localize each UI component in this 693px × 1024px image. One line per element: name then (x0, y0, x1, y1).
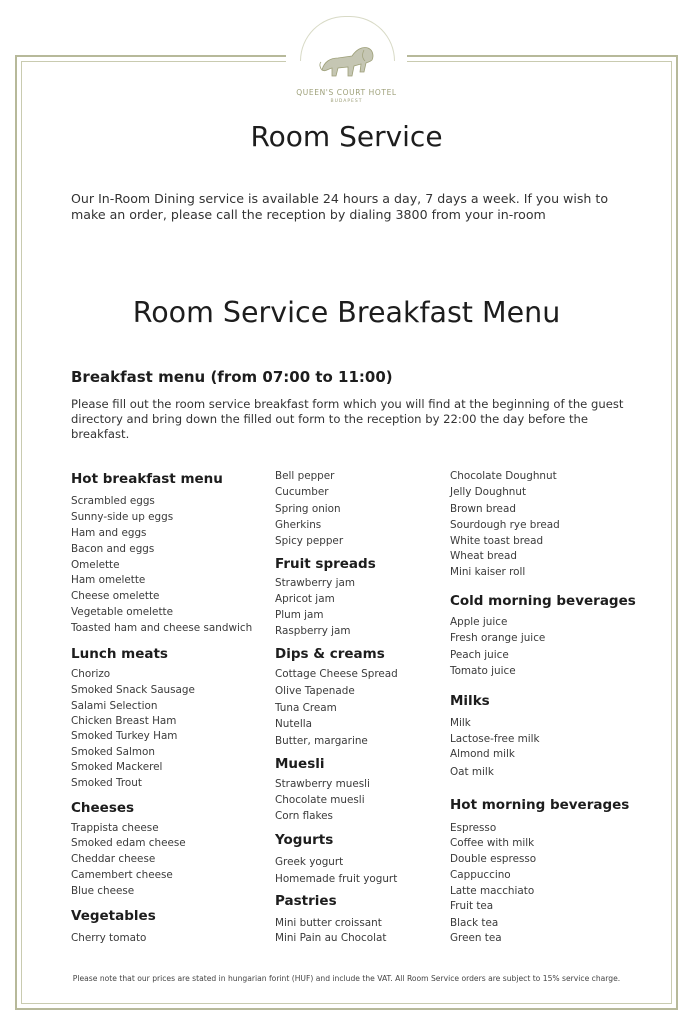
menu-item: Fruit tea (450, 900, 494, 912)
menu-item: Smoked edam cheese (71, 837, 186, 849)
menu-item: Salami Selection (71, 700, 158, 712)
section-title: Muesli (275, 756, 325, 772)
menu-item: Strawberry muesli (275, 778, 370, 790)
menu-item: Cherry tomato (71, 932, 147, 944)
menu-item: Wheat bread (450, 550, 517, 562)
section-title: Pastries (275, 893, 337, 909)
menu-item: Apple juice (450, 616, 508, 628)
menu-item: Blue cheese (71, 885, 135, 897)
menu-item: Espresso (450, 822, 497, 834)
menu-item: Camembert cheese (71, 869, 173, 881)
menu-item: Cucumber (275, 486, 329, 498)
menu-item: Mini Pain au Chocolat (275, 932, 387, 944)
section-title: Cheeses (71, 800, 135, 816)
menu-item: Omelette (71, 559, 120, 571)
menu-item: Coffee with milk (450, 837, 535, 849)
menu-item: Strawberry jam (275, 577, 355, 589)
menu-item: Mini kaiser roll (450, 566, 526, 578)
section-title: Hot breakfast menu (71, 471, 223, 487)
breakfast-heading: Breakfast menu (from 07:00 to 11:00) (71, 368, 393, 386)
section-title: Fruit spreads (275, 556, 376, 572)
menu-item: Smoked Snack Sausage (71, 684, 195, 696)
menu-item: Greek yogurt (275, 856, 344, 868)
menu-item: Chorizo (71, 668, 111, 680)
menu-item: Sunny-side up eggs (71, 511, 174, 523)
menu-item: Peach juice (450, 649, 509, 661)
menu-item: Smoked Salmon (71, 746, 155, 758)
page-title: Room Service (250, 120, 443, 153)
menu-item: Sourdough rye bread (450, 519, 560, 531)
menu-item: Spicy pepper (275, 535, 344, 547)
section-title: Dips & creams (275, 646, 385, 662)
section-title: Yogurts (275, 832, 334, 848)
menu-item: Smoked Turkey Ham (71, 730, 178, 742)
menu-item: Nutella (275, 718, 312, 730)
menu-item: Green tea (450, 932, 502, 944)
menu-item: Scrambled eggs (71, 495, 155, 507)
menu-item: Milk (450, 717, 471, 729)
footer-note: Please note that our prices are stated in hungarian forint (HUF) and include the VAT. All Room Service orders are subject to 15% service charge. (72, 974, 621, 983)
menu-item: Jelly Doughnut (450, 486, 527, 498)
menu-item: Cottage Cheese Spread (275, 668, 398, 680)
menu-item: Bacon and eggs (71, 543, 155, 555)
intro-text: Our In-Room Dining service is available 24 hours a day, 7 days a week. If you wish to make an order, please call the reception by dialing 3800 from your in-room (71, 191, 609, 222)
menu-item: Raspberry jam (275, 625, 351, 637)
menu-item: Cheese omelette (71, 590, 160, 602)
lion-icon (318, 36, 376, 82)
menu-item: Corn flakes (275, 810, 333, 822)
menu-item: Ham omelette (71, 574, 146, 586)
menu-item: Chocolate Doughnut (450, 470, 557, 482)
menu-item: Almond milk (450, 748, 515, 760)
menu-item: Chicken Breast Ham (71, 715, 177, 727)
menu-item: Apricot jam (275, 593, 335, 605)
menu-item: Olive Tapenade (275, 685, 355, 697)
section-title: Vegetables (71, 908, 156, 924)
breakfast-instructions: Please fill out the room service breakfast form which you will find at the beginning of the guest directory and bring down the filled out form to the reception by 22:00 the day before the breakfast. (71, 397, 624, 441)
section-title: Lunch meats (71, 646, 168, 662)
menu-item: Brown bread (450, 503, 516, 515)
menu-item: White toast bread (450, 535, 544, 547)
section-title: Cold morning beverages (450, 593, 636, 609)
hotel-logo (286, 16, 407, 102)
menu-item: Spring onion (275, 503, 341, 515)
menu-item: Smoked Trout (71, 777, 142, 789)
menu-item: Homemade fruit yogurt (275, 873, 398, 885)
logo-city: BUDAPEST (330, 99, 363, 104)
menu-item: Ham and eggs (71, 527, 147, 539)
menu-item: Black tea (450, 917, 499, 929)
section-title: Milks (450, 693, 490, 709)
logo-name: QUEEN'S COURT HOTEL (296, 88, 397, 97)
menu-item: Fresh orange juice (450, 632, 546, 644)
menu-item: Tuna Cream (275, 702, 337, 714)
menu-item: Cheddar cheese (71, 853, 156, 865)
menu-item: Bell pepper (275, 470, 335, 482)
menu-item: Gherkins (275, 519, 322, 531)
menu-item: Chocolate muesli (275, 794, 365, 806)
menu-item: Trappista cheese (71, 822, 159, 834)
menu-title: Room Service Breakfast Menu (132, 296, 561, 329)
menu-item: Vegetable omelette (71, 606, 173, 618)
menu-item: Double espresso (450, 853, 537, 865)
menu-item: Mini butter croissant (275, 917, 382, 929)
menu-item: Plum jam (275, 609, 324, 621)
menu-item: Lactose-free milk (450, 733, 540, 745)
menu-item: Cappuccino (450, 869, 511, 881)
menu-item: Oat milk (450, 766, 494, 778)
menu-item: Smoked Mackerel (71, 761, 163, 773)
menu-item: Tomato juice (450, 665, 516, 677)
menu-item: Butter, margarine (275, 735, 368, 747)
menu-item: Toasted ham and cheese sandwich (71, 622, 253, 634)
section-title: Hot morning beverages (450, 797, 630, 813)
menu-item: Latte macchiato (450, 885, 535, 897)
